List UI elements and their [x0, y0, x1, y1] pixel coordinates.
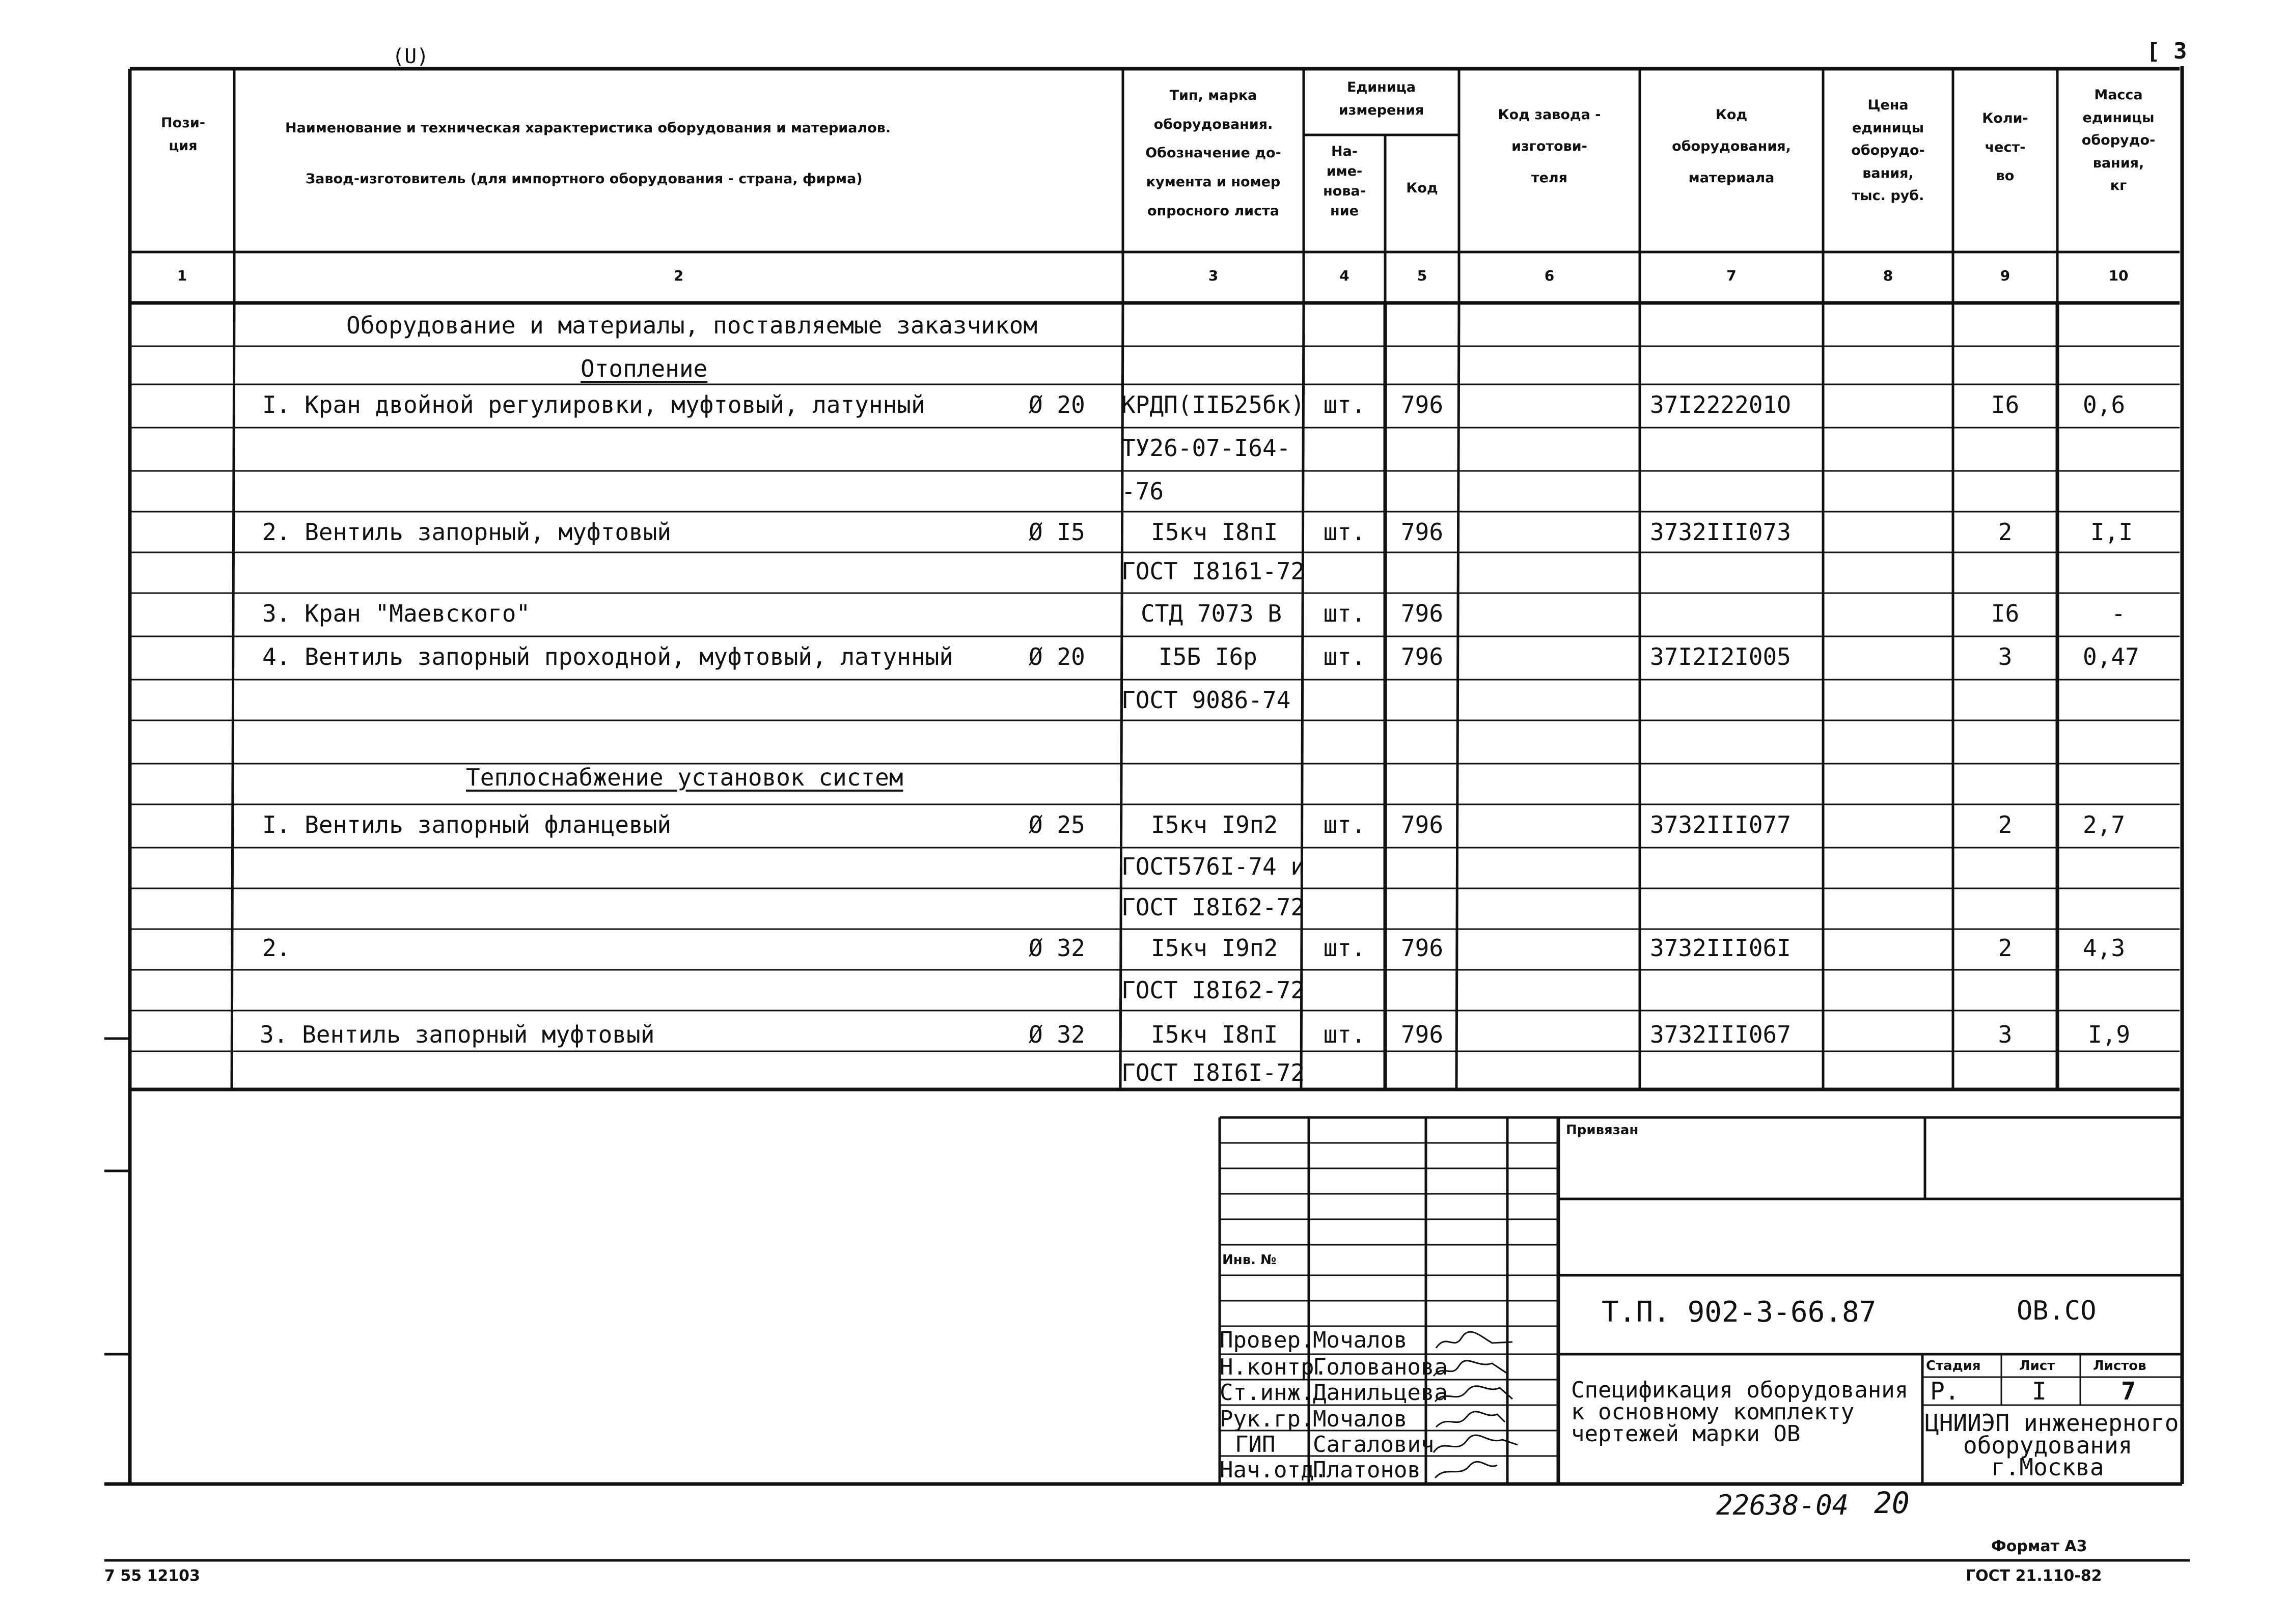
stamp-number: 22638-04 — [1716, 1489, 1849, 1521]
tb-stage-label: Стадия — [1926, 1358, 1981, 1374]
row-6-unit-code: 796 — [1400, 934, 1444, 962]
tb-role-6: Нач.отд. — [1220, 1457, 1328, 1483]
row-5-mass: 2,7 — [2083, 811, 2126, 838]
row-2-quantity: 2 — [1998, 518, 2013, 546]
row-3-mass: - — [2111, 600, 2126, 627]
tb-role-5: ГИП — [1235, 1432, 1276, 1458]
tb-sheets-label: Листов — [2093, 1358, 2146, 1374]
row-5-unit-code: 796 — [1400, 811, 1444, 838]
row-3-type: СТД 7073 В — [1141, 600, 1282, 627]
tb-name-1: Мочалов — [1313, 1327, 1408, 1353]
tb-description-3: чертежей марки ОВ — [1571, 1421, 1801, 1447]
section-heat-supply: Теплоснабжение установок систем — [466, 764, 903, 791]
tb-org-2: оборудования — [1963, 1432, 2133, 1459]
tb-privyazan: Привязан — [1566, 1123, 1639, 1138]
gost-label: ГОСТ 21.110-82 — [1966, 1567, 2102, 1585]
row-7-unit-code: 796 — [1400, 1021, 1444, 1048]
tb-stage: Р. — [1930, 1377, 1960, 1406]
col-num-7: 7 — [1726, 267, 1737, 284]
col-num-4: 4 — [1339, 267, 1349, 284]
row-1-unit: шт. — [1323, 391, 1366, 418]
row-6-type: I5кч I9п2 — [1151, 934, 1278, 962]
row-5-diameter: Ø 25 — [1029, 811, 1085, 838]
header-position: Пози- ция — [161, 115, 205, 154]
header-unit-name: На- име- нова- ние — [1323, 144, 1366, 219]
tb-name-4: Мочалов — [1313, 1406, 1408, 1432]
tb-sheet-label: Лист — [2019, 1358, 2055, 1374]
header-mass: Масса единицы оборудо- вания, кг — [2081, 87, 2156, 194]
header-quantity: Коли- чест- во — [1982, 110, 2028, 184]
tb-role-1: Провер. — [1220, 1327, 1314, 1353]
row-6-material-code: 3732III06I — [1650, 934, 1791, 962]
row-4-diameter: Ø 20 — [1029, 643, 1085, 670]
row-2-diameter: Ø I5 — [1029, 518, 1085, 546]
row-4-unit: шт. — [1323, 643, 1366, 670]
row-7-mass: I,9 — [2088, 1021, 2131, 1048]
section-main: Оборудование и материалы, поставляемые заказчиком — [346, 312, 1038, 339]
tb-role-3: Ст.инж. — [1220, 1380, 1314, 1406]
left-code: 7 55 12103 — [104, 1567, 200, 1585]
tb-sheet: I — [2032, 1377, 2047, 1406]
row-3-name: 3. Кран "Маевского" — [262, 600, 531, 627]
col-num-9: 9 — [2000, 267, 2010, 284]
tb-role-4: Рук.гр. — [1220, 1406, 1314, 1432]
row-5-unit: шт. — [1323, 811, 1366, 838]
row-4-mass: 0,47 — [2083, 643, 2139, 670]
row-4-material-code: 37I2I2I005 — [1650, 643, 1791, 670]
tb-name-6: Платонов — [1313, 1457, 1421, 1483]
row-1-unit-code: 796 — [1400, 391, 1444, 418]
row-2-type: I5кч I8пI — [1151, 518, 1278, 546]
section-heating: Отопление — [581, 355, 708, 382]
row-1-type-cont-2: -76 — [1121, 478, 1164, 505]
row-7-diameter: Ø 32 — [1029, 1021, 1085, 1048]
row-5-type: I5кч I9п2 — [1151, 811, 1278, 838]
row-3-quantity: I6 — [1991, 600, 2020, 627]
tb-org-3: г.Москва — [1991, 1453, 2104, 1481]
col-num-8: 8 — [1883, 267, 1893, 284]
top-left-fragment: (U) — [392, 45, 429, 68]
header-type: Тип, марка оборудования. Обозначение до- кумента и номер опросного листа — [1145, 88, 1281, 219]
row-2-name: 2. Вентиль запорный, муфтовый — [262, 518, 672, 546]
row-7-name: 3. Вентиль запорный муфтовый — [260, 1021, 655, 1048]
row-1-diameter: Ø 20 — [1029, 391, 1085, 418]
signatures — [1431, 1328, 1523, 1480]
row-6-quantity: 2 — [1998, 934, 2013, 962]
row-6-unit: шт. — [1323, 934, 1366, 962]
header-price: Цена единицы оборудо- вания, тыс. руб. — [1851, 97, 1925, 204]
tb-role-2: Н.контр. — [1220, 1354, 1328, 1380]
tb-name-5: Сагалович — [1313, 1432, 1435, 1458]
row-7-type-cont: ГОСТ I8I6I-72 — [1121, 1059, 1305, 1086]
header-name-line1: Наименование и техническая характеристика оборудования и материалов. — [285, 120, 891, 136]
row-7-unit: шт. — [1323, 1021, 1366, 1048]
row-7-material-code: 3732III067 — [1650, 1021, 1791, 1048]
row-1-material-code: 37I222201O — [1650, 391, 1791, 418]
row-4-type-cont: ГОСТ 9086-74 — [1121, 686, 1291, 714]
row-7-type: I5кч I8пI — [1151, 1021, 1278, 1048]
header-name-line2: Завод-изготовитель (для импортного оборудования - страна, фирма) — [306, 171, 863, 187]
tb-org-1: ЦНИИЭП инженерного — [1925, 1409, 2179, 1437]
row-6-name: 2. — [262, 934, 291, 962]
row-2-type-cont: ГОСТ I8161-72 — [1121, 557, 1305, 585]
tb-description-2: к основному комплекту — [1571, 1399, 1855, 1425]
row-5-quantity: 2 — [1998, 811, 2013, 838]
row-7-quantity: 3 — [1998, 1021, 2013, 1048]
row-1-type-cont-1: ТУ26-07-I64- — [1121, 434, 1291, 462]
row-2-mass: I,I — [2090, 518, 2133, 546]
row-5-name: I. Вентиль запорный фланцевый — [262, 811, 672, 838]
row-1-mass: 0,6 — [2083, 391, 2126, 418]
col-num-2: 2 — [673, 267, 684, 284]
row-2-material-code: 3732III073 — [1650, 518, 1791, 546]
col-num-5: 5 — [1417, 267, 1427, 284]
row-5-material-code: 3732III077 — [1650, 811, 1791, 838]
row-5-type-cont-1: ГОСТ576I-74 и — [1121, 853, 1305, 880]
col-num-6: 6 — [1544, 267, 1555, 284]
row-3-unit-code: 796 — [1400, 600, 1444, 627]
row-1-quantity: I6 — [1991, 391, 2020, 418]
row-1-type: КРДП(IIБ25бк) — [1121, 391, 1305, 418]
col-num-10: 10 — [2108, 267, 2129, 284]
col-num-3: 3 — [1208, 267, 1219, 284]
row-3-unit: шт. — [1323, 600, 1366, 627]
row-6-diameter: Ø 32 — [1029, 934, 1085, 962]
top-right-fragment: [ 3 — [2146, 38, 2187, 64]
tb-name-2: Голованова — [1313, 1354, 1448, 1380]
header-maker-code: Код завода - изготови- теля — [1498, 107, 1601, 186]
tb-sheets: 7 — [2121, 1377, 2136, 1406]
tb-inv-number: Инв. № — [1222, 1252, 1277, 1268]
tb-name-3: Данильцева — [1313, 1380, 1448, 1406]
page-number: 20 — [1874, 1486, 1910, 1520]
row-6-type-cont: ГОСТ I8I62-72 — [1121, 976, 1305, 1004]
row-4-type: I5Б I6р — [1159, 643, 1257, 670]
header-unit-code: Код — [1406, 180, 1438, 196]
header-unit: Единица измерения — [1338, 79, 1424, 118]
tb-description-1: Спецификация оборудования — [1571, 1377, 1909, 1403]
row-2-unit-code: 796 — [1400, 518, 1444, 546]
row-1-name: I. Кран двойной регулировки, муфтовый, латунный — [262, 391, 925, 418]
row-4-name: 4. Вентиль запорный проходной, муфтовый, латунный — [262, 643, 954, 670]
row-4-quantity: 3 — [1998, 643, 2013, 670]
tb-mark: ОВ.СО — [2017, 1296, 2097, 1326]
header-material-code: Код оборудования, материала — [1672, 107, 1791, 186]
tb-doc-code: Т.П. 902-3-66.87 — [1602, 1296, 1877, 1329]
row-4-unit-code: 796 — [1400, 643, 1444, 670]
col-num-1: 1 — [177, 267, 187, 284]
row-5-type-cont-2: ГОСТ I8I62-72 — [1121, 893, 1305, 921]
row-6-mass: 4,3 — [2083, 934, 2126, 962]
row-2-unit: шт. — [1323, 518, 1366, 546]
format-label: Формат А3 — [1991, 1537, 2087, 1555]
